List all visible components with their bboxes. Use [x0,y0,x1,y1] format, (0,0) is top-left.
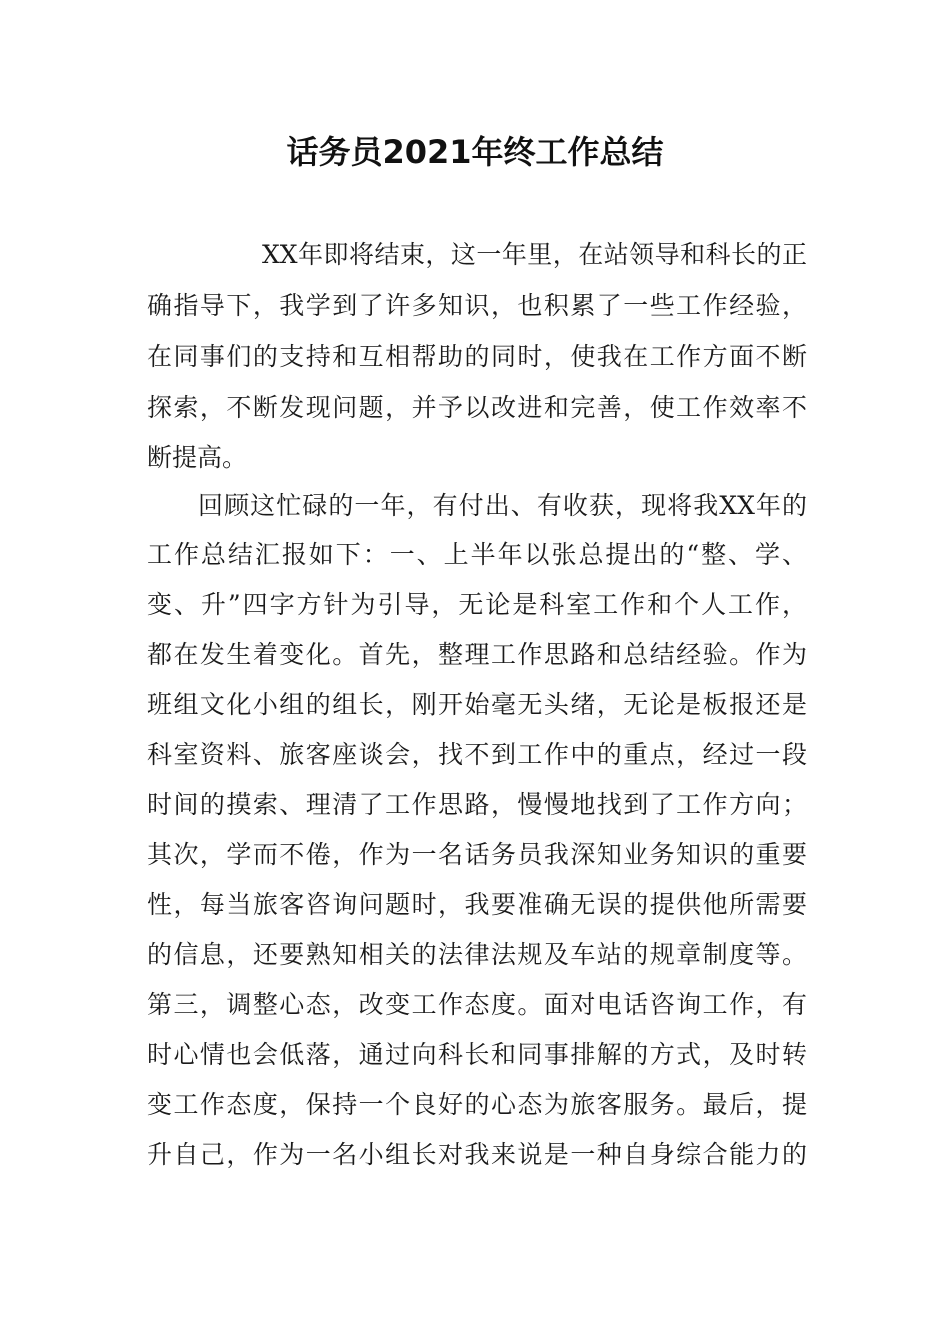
paragraph-2-line-1: 回顾这忙碌的一年，有付出、有收获，现将我XX年的 [198,491,807,520]
document-title: 话务员2021年终工作总结 [286,133,664,171]
paragraph-2-line-5: 班组文化小组的组长，刚开始毫无头绪，无论是板报还是 [147,690,807,719]
paragraph-2-line-12: 时心情也会低落，通过向科长和同事排解的方式，及时转 [147,1040,807,1069]
paragraph-2-line-13: 变工作态度，保持一个良好的心态为旅客服务。最后，提 [147,1090,807,1119]
paragraph-2-line-6: 科室资料、旅客座谈会，找不到工作中的重点，经过一段 [147,740,807,769]
paragraph-2-line-8: 其次，学而不倦，作为一名话务员我深知业务知识的重要 [147,840,807,869]
paragraph-1-line-5: 断提高。 [147,443,248,472]
paragraph-2-line-2: 工作总结汇报如下：一、上半年以张总提出的“整、学、 [147,540,807,569]
paragraph-2-line-7: 时间的摸索、理清了工作思路，慢慢地找到了工作方向； [147,790,807,819]
paragraph-1-line-1: XX年即将结束，这一年里，在站领导和科长的正 [262,240,807,269]
paragraph-2-line-14: 升自己，作为一名小组长对我来说是一种自身综合能力的 [147,1140,807,1169]
paragraph-1-line-4: 探索，不断发现问题，并予以改进和完善，使工作效率不 [147,393,807,422]
paragraph-1-line-3: 在同事们的支持和互相帮助的同时，使我在工作方面不断 [147,342,807,371]
paragraph-2-line-3: 变、升”四字方针为引导，无论是科室工作和个人工作， [147,590,807,619]
paragraph-2-line-9: 性，每当旅客咨询问题时，我要准确无误的提供他所需要 [147,890,807,919]
paragraph-2-line-10: 的信息，还要熟知相关的法律法规及车站的规章制度等。 [147,940,807,969]
paragraph-2-line-4: 都在发生着变化。首先，整理工作思路和总结经验。作为 [147,640,807,669]
paragraph-2-line-11: 第三，调整心态，改变工作态度。面对电话咨询工作，有 [147,990,807,1019]
paragraph-1-line-2: 确指导下，我学到了许多知识，也积累了一些工作经验， [147,291,807,320]
